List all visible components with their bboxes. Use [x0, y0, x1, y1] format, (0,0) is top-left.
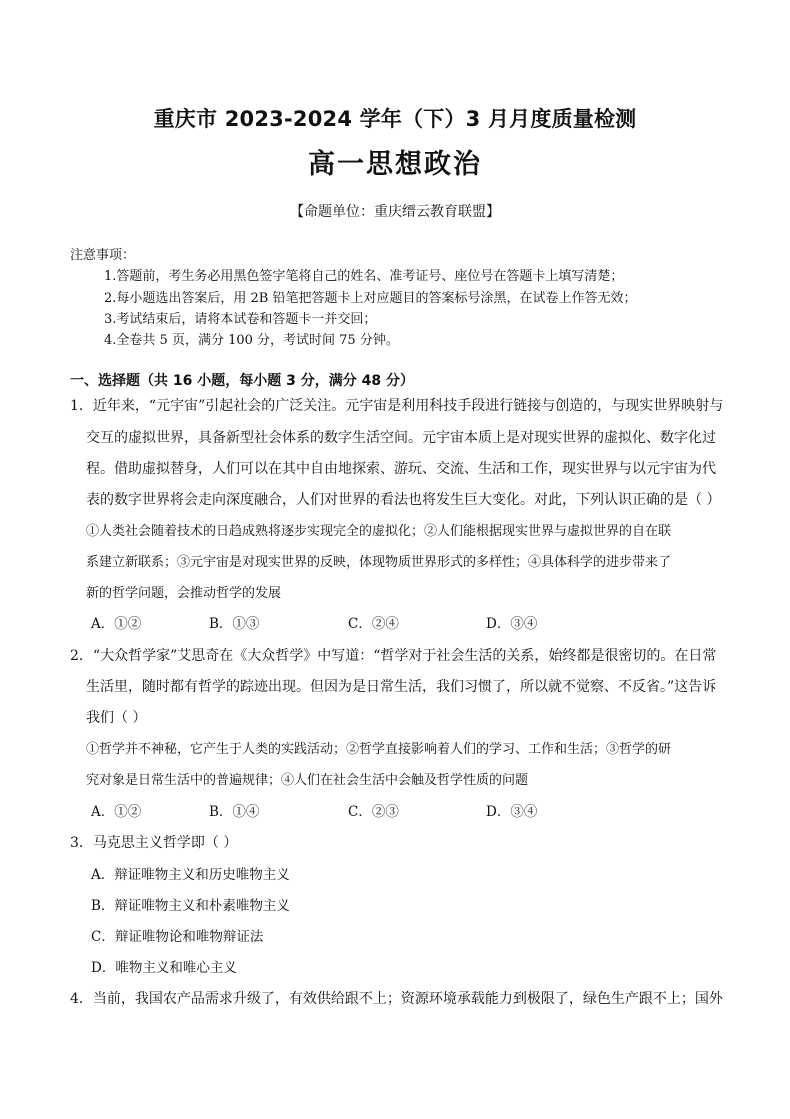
statement-line: 系建立新联系；③元宇宙是对现实世界的反映，体现物质世界形式的多样性；④具体科学的进步带来了 [86, 555, 672, 570]
answer-option-d: D．③④ [486, 616, 538, 632]
answer-option-b: B．①④ [209, 804, 260, 820]
note-item: 2.每小题选出答案后，用 2B 铅笔把答题卡上对应题目的答案标号涂黑，在试卷上作答无效； [104, 291, 637, 306]
answer-option-c: C．②④ [348, 616, 399, 632]
question-text-line: 程。借助虚拟替身，人们可以在其中自由地探索、游玩、交流、生活和工作，现实世界与以元宇宙为代 [86, 461, 716, 477]
question-text-line: 2．“大众哲学家”艾思奇在《大众哲学》中写道：“哲学对于社会生活的关系，始终都是很密切的。在日常 [70, 648, 717, 664]
answer-option-d: D．唯物主义和唯心主义 [91, 960, 237, 976]
subject-title: 高一思想政治 [308, 149, 482, 180]
answer-option-b: B．辩证唯物主义和朴素唯物主义 [91, 898, 290, 914]
statement-line: 新的哲学问题，会推动哲学的发展 [86, 586, 282, 601]
answer-option-a: A．①② [91, 804, 142, 820]
answer-option-c: C．②③ [348, 804, 399, 820]
question-text-line: 生活里，随时都有哲学的踪迹出现。但因为是日常生活，我们习惯了，所以就不觉察、不反省。”这告诉 [86, 679, 717, 695]
note-item: 3.考试结束后，请将本试卷和答题卡一并交回； [104, 312, 377, 327]
statement-line: ①哲学并不神秘，它产生于人类的实践活动；②哲学直接影响着人们的学习、工作和生活；③哲学的研 [86, 742, 672, 757]
question-text-line: 3．马克思主义哲学即（ ） [70, 835, 238, 851]
statement-line: ①人类社会随着技术的日趋成熟将逐步实现完全的虚拟化；②人们能根据现实世界与虚拟世界的自在联 [86, 524, 672, 539]
answer-option-b: B．①③ [209, 616, 260, 632]
answer-option-d: D．③④ [486, 804, 538, 820]
question-text-line: 4．当前，我国农产品需求升级了，有效供给跟不上；资源环境承载能力到极限了，绿色生产跟不上；国外 [70, 991, 723, 1007]
answer-option-c: C．辩证唯物论和唯物辩证法 [91, 929, 264, 945]
question-text-line: 我们（ ） [86, 710, 147, 726]
question-text-line: 1．近年来，“元宇宙”引起社会的广泛关注。元宇宙是利用科技手段进行链接与创造的，与现实世界映射与 [70, 398, 724, 414]
exam-title: 重庆市 2023-2024 学年（下）3 月月度质量检测 [153, 107, 637, 131]
section-heading: 一、选择题（共 16 小题，每小题 3 分，满分 48 分） [70, 373, 414, 389]
answer-option-a: A．辩证唯物主义和历史唯物主义 [91, 867, 290, 883]
question-text-line: 交互的虚拟世界，具备新型社会体系的数字生活空间。元宇宙本质上是对现实世界的虚拟化、数字化过 [86, 430, 716, 446]
question-text-line: 表的数字世界将会走向深度融合，人们对世界的看法也将发生巨大变化。对此，下列认识正确的是（ ） [86, 492, 721, 508]
answer-option-a: A．①② [91, 616, 142, 632]
issuing-unit: 【命题单位：重庆缙云教育联盟】 [290, 204, 500, 220]
statement-line: 究对象是日常生活中的普遍规律；④人们在社会生活中会触及哲学性质的问题 [86, 773, 529, 788]
note-item: 1.答题前，考生务必用黑色签字笔将自己的姓名、准考证号、座位号在答题卡上填写清楚； [104, 269, 624, 284]
notes-heading: 注意事项： [70, 248, 136, 263]
note-item: 4.全卷共 5 页，满分 100 分，考试时间 75 分钟。 [104, 333, 399, 348]
